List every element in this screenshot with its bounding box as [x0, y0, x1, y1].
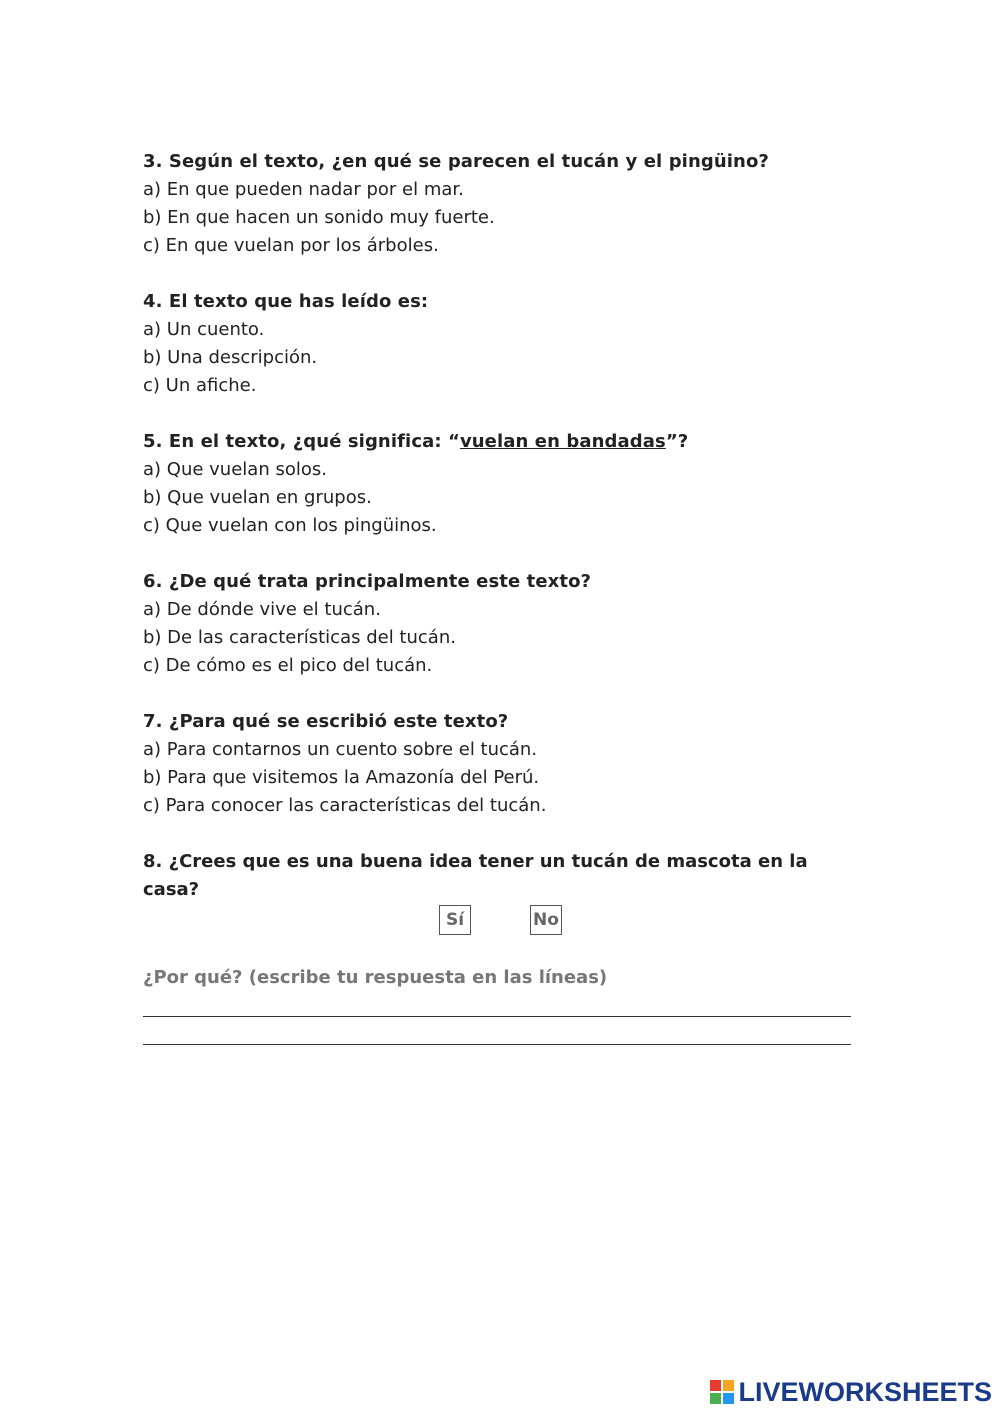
question-4: [143, 288, 853, 400]
question-4-option-b: b) Una descripción.: [143, 347, 318, 368]
answer-line-1[interactable]: [143, 994, 851, 1017]
logo-block-orange: [723, 1380, 734, 1391]
question-6-option-a: a) De dónde vive el tucán.: [143, 599, 381, 620]
question-3-option-a: a) En que pueden nadar por el mar.: [143, 179, 464, 200]
question-7: [143, 708, 853, 820]
question-6: [143, 568, 853, 680]
question-7-option-b: b) Para que visitemos la Amazonía del Perú.: [143, 767, 540, 788]
question-4-title: 4. El texto que has leído es:: [143, 291, 429, 312]
question-5-option-b: b) Que vuelan en grupos.: [143, 487, 372, 508]
logo-blocks-icon: [710, 1380, 734, 1404]
liveworksheets-logo: [710, 1377, 992, 1407]
question-5-option-a: a) Que vuelan solos.: [143, 459, 327, 480]
question-3: [143, 148, 853, 260]
question-3-title: 3. Según el texto, ¿en qué se parecen el tucán y el pingüino?: [143, 151, 769, 172]
question-7-title: 7. ¿Para qué se escribió este texto?: [143, 711, 509, 732]
question-7-option-c: c) Para conocer las características del tucán.: [143, 795, 547, 816]
question-3-option-c: c) En que vuelan por los árboles.: [143, 235, 439, 256]
answer-line-2[interactable]: [143, 1022, 851, 1045]
question-5-title-phrase: vuelan en bandadas: [459, 431, 666, 452]
logo-block-red: [710, 1380, 721, 1391]
logo-text: LIVEWORKSHEETS: [738, 1376, 992, 1407]
question-5: [143, 428, 853, 540]
question-4-option-a: a) Un cuento.: [143, 319, 265, 340]
question-6-title: 6. ¿De qué trata principalmente este texto?: [143, 571, 592, 592]
choice-yes-box[interactable]: Sí: [439, 905, 471, 935]
why-prompt: ¿Por qué? (escribe tu respuesta en las líneas): [143, 967, 608, 988]
question-4-option-c: c) Un afiche.: [143, 375, 257, 396]
question-3-option-b: b) En que hacen un sonido muy fuerte.: [143, 207, 495, 228]
question-5-title: [143, 428, 853, 456]
question-8-choices: [0, 905, 1000, 937]
choice-no-box[interactable]: No: [530, 905, 562, 935]
question-7-option-a: a) Para contarnos un cuento sobre el tucán.: [143, 739, 538, 760]
logo-block-green: [710, 1393, 721, 1404]
logo-block-blue: [723, 1393, 734, 1404]
question-6-option-b: b) De las características del tucán.: [143, 627, 456, 648]
question-5-title-prefix: 5. En el texto, ¿qué significa: “: [143, 431, 460, 452]
question-8: [143, 848, 853, 904]
question-8-title: 8. ¿Crees que es una buena idea tener un tucán de mascota en la casa?: [143, 851, 808, 900]
question-5-title-suffix: ”?: [665, 431, 689, 452]
question-5-option-c: c) Que vuelan con los pingüinos.: [143, 515, 437, 536]
question-6-option-c: c) De cómo es el pico del tucán.: [143, 655, 433, 676]
worksheet-content: [143, 148, 853, 932]
